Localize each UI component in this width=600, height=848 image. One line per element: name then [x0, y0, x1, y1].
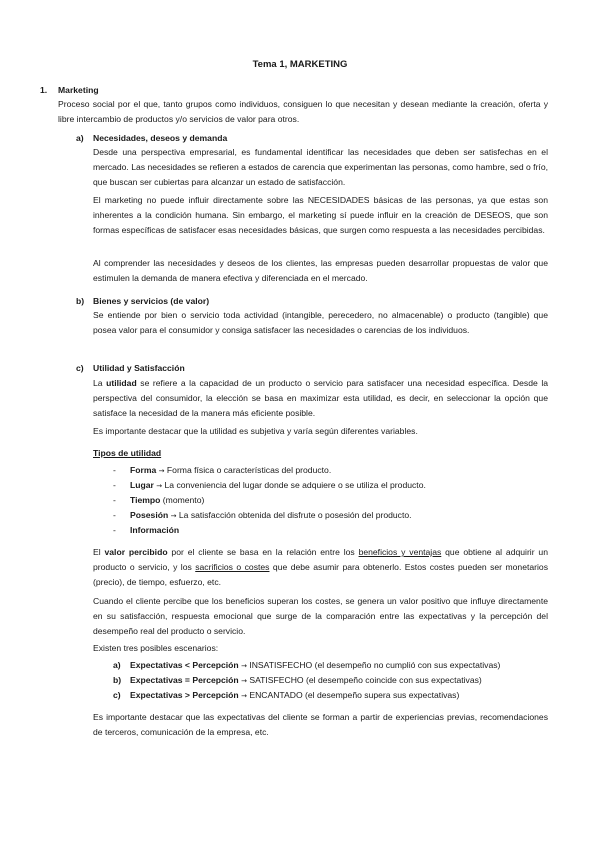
utility-type-desc: La satisfacción obtenida del disfrute o posesión del producto.: [176, 510, 412, 520]
scenario-label: Expectativas < Percepción: [130, 660, 239, 670]
utility-type-name: Forma: [130, 465, 157, 475]
list-dash: -: [113, 525, 116, 535]
subsection-a-heading: Necesidades, deseos y demanda: [93, 133, 228, 143]
subsection-c-heading: Utilidad y Satisfacción: [93, 363, 185, 373]
subsection-b-heading: Bienes y servicios (de valor): [93, 296, 210, 306]
utility-type-name: Información: [130, 525, 180, 535]
subsection-c-letter: c): [76, 363, 84, 373]
term-utilidad: utilidad: [106, 378, 137, 388]
utility-type-name: Posesión: [130, 510, 169, 520]
term-sacrificios: sacrificios o costes: [195, 562, 270, 572]
scenario-letter: c): [113, 690, 121, 700]
list-dash: -: [113, 510, 116, 520]
utility-type-name: Tiempo: [130, 495, 161, 505]
subsection-c-paragraph-5: Existen tres posibles escenarios:: [93, 643, 219, 653]
section-intro: Proceso social por el que, tanto grupos como individuos, consiguen lo que necesitan y desean mediante la creación, oferta y libre intercambio de productos y/o servicios de valor para otros.: [58, 99, 548, 124]
section-heading: Marketing: [58, 85, 99, 95]
text-run: que debe asumir para obtenerlo. Estos costes pueden ser monetarios (precio), de tiempo, esfuerzo, etc.: [93, 562, 548, 587]
subsection-a-paragraph-3: Al comprender las necesidades y deseos de los clientes, las empresas pueden desarrollar propuestas de valor que estimulen la demanda de manera efectiva y diferenciada en el mercado.: [93, 258, 548, 283]
arrow-icon: →: [241, 692, 247, 700]
types-heading: Tipos de utilidad: [93, 448, 162, 458]
scenario-desc: INSATISFECHO (el desempeño no cumplió con sus expectativas): [246, 660, 501, 670]
arrow-icon: →: [241, 677, 247, 685]
utility-type-desc: Forma física o características del producto.: [164, 465, 332, 475]
subsection-b-letter: b): [76, 296, 85, 306]
utility-type-desc: La conveniencia del lugar donde se adquiere o se utiliza el producto.: [162, 480, 426, 490]
arrow-icon: →: [158, 467, 165, 475]
subsection-c-paragraph-6: Es importante destacar que las expectativas del cliente se forman a partir de experiencias previas, recomendaciones de terceros, comunicación de la empresa, etc.: [93, 712, 548, 737]
scenario-desc: SATISFECHO (el desempeño coincide con sus expectativas): [246, 675, 482, 685]
scenario-desc: ENCANTADO (el desempeño supera sus expectativas): [246, 690, 460, 700]
arrow-icon: →: [156, 482, 163, 490]
page-title: Tema 1, MARKETING: [252, 59, 348, 70]
scenario-letter: b): [113, 675, 122, 685]
term-beneficios: beneficios y ventajas: [358, 547, 442, 557]
subsection-c-paragraph-4: Cuando el cliente percibe que los beneficios superan los costes, se genera un valor positivo que influye directamente en su satisfacción, respuesta emocional que surge de la comparación entre las expectativas y la percepción del desempeño real del producto o servicio.: [93, 596, 548, 636]
list-dash: -: [113, 465, 116, 475]
list-dash: -: [113, 480, 116, 490]
subsection-a-letter: a): [76, 133, 84, 143]
list-dash: -: [113, 495, 116, 505]
utility-type-name: Lugar: [130, 480, 154, 490]
text-run: por el cliente se basa en la relación entre los: [167, 547, 359, 557]
subsection-c-paragraph-2: Es importante destacar que la utilidad es subjetiva y varía según diferentes variables.: [93, 426, 418, 436]
subsection-b-paragraph-1: Se entiende por bien o servicio toda actividad (intangible, perecedero, no almacenable) o producto (tangible) que posea valor para el consumidor y consiga satisfacer las necesidades o carencias de los individuos.: [93, 310, 548, 335]
utility-type-desc: (momento): [160, 495, 205, 505]
subsection-c-paragraph-3: [93, 545, 548, 590]
subsection-c-paragraph-1: [93, 376, 548, 421]
subsection-a-paragraph-1: Desde una perspectiva empresarial, es fundamental identificar las necesidades que deben ser satisfechas en el mercado. Las necesidades se refieren a estados de carencia que experimentan las personas, como hambre, sed o frío, que buscan ser cubiertas para alcanzar un estado de satisfacción.: [93, 147, 548, 187]
term-valor-percibido: valor percibido: [104, 547, 168, 557]
text-run: El: [93, 547, 105, 557]
scenario-label: Expectativas = Percepción: [130, 675, 239, 685]
scenario-letter: a): [113, 660, 121, 670]
text-run: que obtiene al adquirir un producto o servicio, y los: [93, 547, 548, 572]
section-number: 1.: [40, 85, 48, 95]
arrow-icon: →: [170, 512, 177, 520]
scenario-label: Expectativas > Percepción: [130, 690, 239, 700]
text-run: La: [93, 378, 107, 388]
subsection-a-paragraph-2: El marketing no puede influir directamente sobre las NECESIDADES básicas de las personas, ya que estas son inherentes a la condición humana. Sin embargo, el marketing sí puede influir en la creación de DESEOS, que son formas específicas de satisfacer esas necesidades básicas, que surgen como respuesta a las necesidades percibidas.: [93, 195, 548, 235]
arrow-icon: →: [241, 662, 247, 670]
text-run: se refiere a la capacidad de un producto o servicio para satisfacer una necesidad específica. Desde la perspectiva del consumidor, la elección se basa en maximizar esta utilidad, es decir, en seleccionar la opción que satisface la necesidad de la manera más eficiente posible.: [93, 378, 549, 418]
